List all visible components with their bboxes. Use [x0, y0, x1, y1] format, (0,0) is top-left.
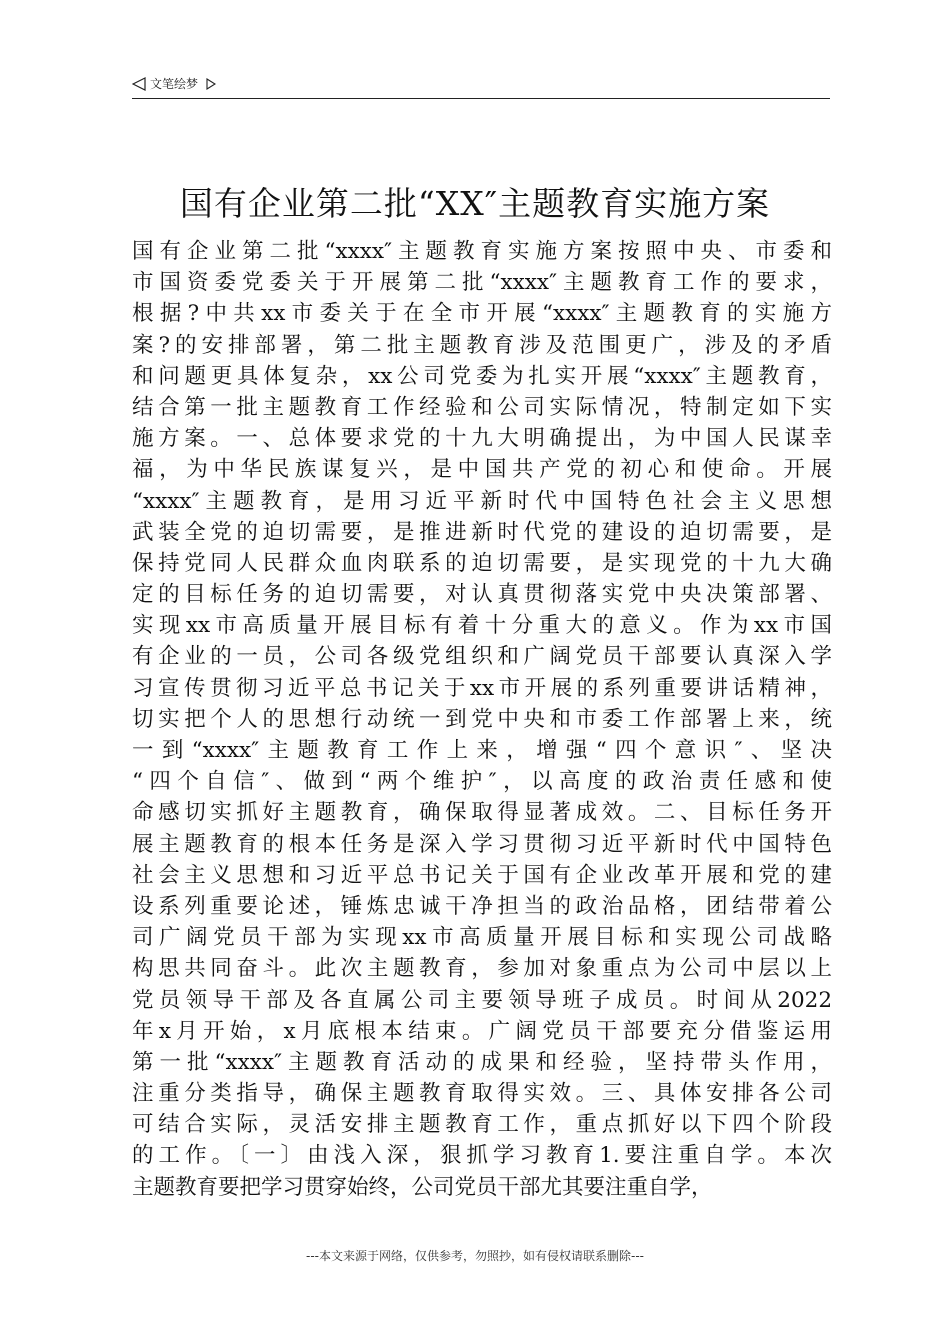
body-line: 社会主义思想和习近平总书记关于国有企业改革开展和党的建 — [132, 862, 832, 888]
header-brand-row — [132, 76, 216, 92]
body-line: 案?的安排部署，第二批主题教育涉及范围更广，涉及的矛盾 — [132, 332, 832, 358]
body-line: 主题教育要把学习贯穿始终，公司党员干部尤其要注重自学， — [132, 1174, 713, 1200]
body-line: 有企业的一员，公司各级党组织和广阔党员干部要认真深入学 — [132, 644, 832, 670]
body-line: 实现xx市高质量开展目标有着十分重大的意义。作为xx市国 — [132, 613, 832, 639]
body-line: 年x月开始，x月底根本结束。广阔党员干部要充分借鉴运用 — [132, 1018, 832, 1044]
body-line: 市国资委党委关于开展第二批“xxxx″主题教育工作的要求， — [132, 270, 832, 296]
body-line: 施方案。一、总体要求党的十九大明确提出，为中国人民谋幸 — [132, 426, 832, 452]
right-triangle-icon — [206, 78, 216, 90]
body-line: 设系列重要论述，锤炼忠诚干净担当的政治品格，团结带着公 — [132, 893, 832, 919]
page-header — [132, 76, 830, 99]
header-brand: 文笔绘梦 — [150, 77, 199, 91]
body-line: 展主题教育的根本任务是深入学习贯彻习近平新时代中国特色 — [132, 831, 832, 857]
body-line: 可结合实际，灵活安排主题教育工作，重点抓好以下四个阶段 — [132, 1112, 832, 1138]
body-line: 定的目标任务的迫切需要，对认真贯彻落实党中央决策部署、 — [132, 582, 832, 608]
body-line: 一到“xxxx″主题教育工作上来，增强“四个意识″、坚决 — [132, 738, 832, 763]
document-body — [132, 236, 832, 1203]
body-line: 注重分类指导，确保主题教育取得实效。三、具体安排各公司 — [132, 1081, 832, 1107]
body-line: 党员领导干部及各直属公司主要领导班子成员。时间从2022 — [132, 987, 832, 1013]
body-line: 习宣传贯彻习近平总书记关于xx市开展的系列重要讲话精神， — [132, 675, 832, 701]
body-line: 保持党同人民群众血肉联系的迫切需要，是实现党的十九大确 — [132, 550, 832, 576]
body-line: 司广阔党员干部为实现xx市高质量开展目标和实现公司战略 — [132, 925, 832, 951]
body-line: 福，为中华民族谋复兴，是中国共产党的初心和使命。开展 — [132, 457, 832, 483]
body-line: 结合第一批主题教育工作经验和公司实际情况，特制定如下实 — [132, 394, 832, 420]
footer-disclaimer: ---本文来源于网络，仅供参考，勿照抄，如有侵权请联系删除--- — [306, 1249, 644, 1263]
body-line: 构思共同奋斗。此次主题教育，参加对象重点为公司中层以上 — [132, 956, 832, 982]
body-line: “xxxx″主题教育，是用习近平新时代中国特色社会主义思想 — [132, 488, 832, 514]
body-line: 命感切实抓好主题教育，确保取得显著成效。二、目标任务开 — [132, 800, 832, 826]
body-line: 的工作。〔一〕由浅入深，狠抓学习教育1.要注重自学。本次 — [132, 1143, 832, 1169]
body-line: 和问题更具体复杂，xx公司党委为扎实开展“xxxx″主题教育， — [132, 363, 832, 389]
body-line: “四个自信″、做到“两个维护″，以高度的政治责任感和使 — [132, 769, 832, 795]
left-triangle-icon — [132, 77, 146, 91]
document-title: 国有企业第二批“XX″主题教育实施方案 — [179, 184, 771, 223]
body-line: 切实把个人的思想行动统一到党中央和市委工作部署上来，统 — [132, 706, 832, 732]
body-line: 根据?中共xx市委关于在全市开展“xxxx″主题教育的实施方 — [132, 301, 832, 327]
body-line: 武装全党的迫切需要，是推进新时代党的建设的迫切需要，是 — [132, 519, 832, 545]
body-line: 第一批“xxxx″主题教育活动的成果和经验，坚持带头作用， — [132, 1049, 832, 1075]
body-line: 国有企业第二批“xxxx″主题教育实施方案按照中央、市委和 — [132, 239, 832, 264]
